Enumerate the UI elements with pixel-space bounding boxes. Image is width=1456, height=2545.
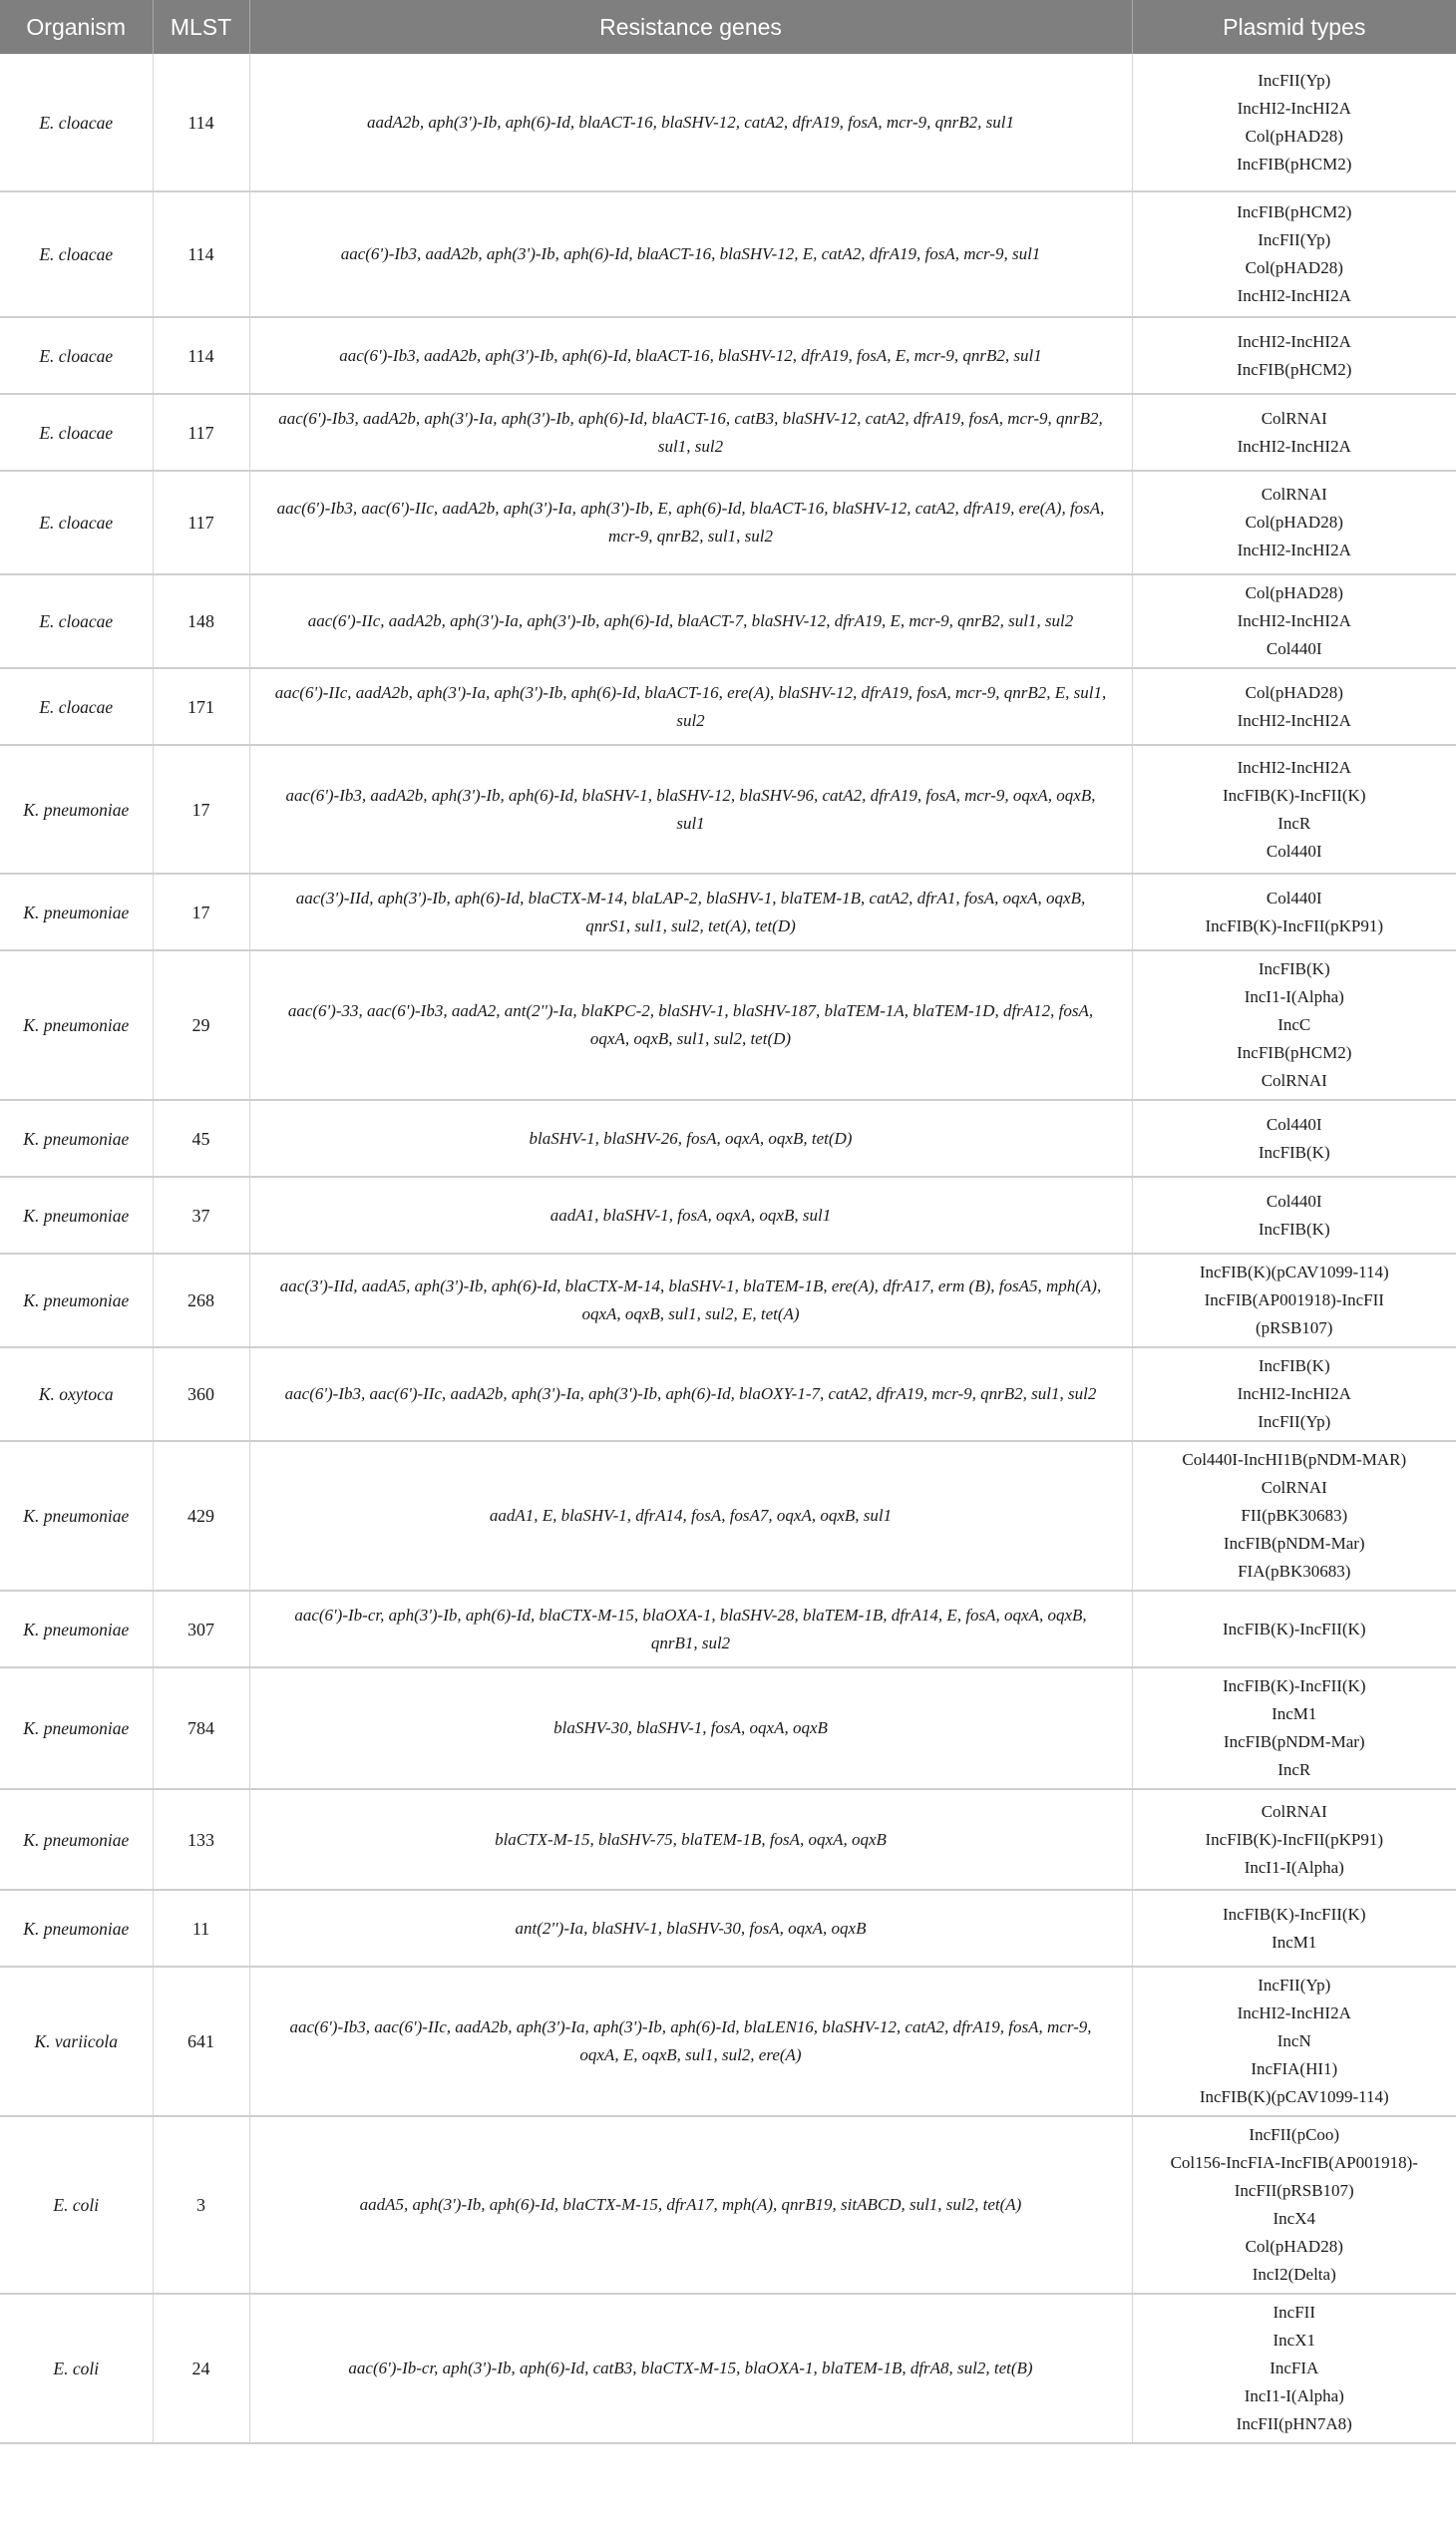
plasmid-types-cell	[1132, 471, 1456, 574]
table-row	[0, 1254, 1456, 1347]
header-row	[0, 0, 1456, 54]
resistance-genes-cell: aadA1, blaSHV-1, fosA, oqxA, oqxB, sul1	[249, 1177, 1132, 1254]
plasmid-type: IncFIB(pHCM2)	[1237, 1043, 1352, 1062]
header-plasmid-types: Plasmid types	[1132, 0, 1456, 54]
plasmid-type: IncFIB(K)-IncFII(K)	[1222, 1904, 1366, 1924]
plasmid-types-cell	[1132, 1591, 1456, 1667]
plasmid-type: IncR	[1277, 813, 1311, 833]
organism-cell: E. coli	[0, 2294, 153, 2443]
table-header	[0, 0, 1456, 54]
mlst-cell: 117	[153, 394, 249, 471]
plasmid-type: IncFII(Yp)	[1258, 1412, 1331, 1431]
plasmid-type: FIA(pBK30683)	[1238, 1562, 1351, 1581]
organism-cell: K. pneumoniae	[0, 1441, 153, 1591]
plasmid-type: IncFII(pRSB107)	[1234, 2181, 1354, 2200]
plasmid-type: IncFIB(pHCM2)	[1237, 359, 1352, 379]
resistance-genes-cell: aadA2b, aph(3')-Ib, aph(6)-Id, blaACT-16, blaSHV-12, catA2, dfrA19, fosA, mcr-9, qnrB2, sul1	[249, 54, 1132, 191]
plasmid-types-cell	[1132, 54, 1456, 191]
resistance-genes-cell: aac(6')-IIc, aadA2b, aph(3')-Ia, aph(3')-Ib, aph(6)-Id, blaACT-16, ere(A), blaSHV-12, dfrA19, fosA, mcr-9, qnrB2, E, sul1, sul2	[249, 668, 1132, 745]
resistance-genes-cell: aac(6')-Ib3, aadA2b, aph(3')-Ib, aph(6)-Id, blaACT-16, blaSHV-12, E, catA2, dfrA19, fosA, mcr-9, sul1	[249, 191, 1132, 317]
mlst-cell: 11	[153, 1890, 249, 1967]
organism-cell: E. cloacae	[0, 574, 153, 668]
plasmid-type: IncM1	[1272, 1704, 1317, 1723]
plasmid-type: Col440I	[1266, 888, 1322, 908]
plasmid-type: Col(pHAD28)	[1245, 583, 1343, 602]
table-row	[0, 54, 1456, 191]
plasmid-type: IncFII(Yp)	[1258, 70, 1331, 90]
plasmid-types-cell	[1132, 1667, 1456, 1789]
organism-cell: K. pneumoniae	[0, 1254, 153, 1347]
plasmid-type: ColRNAI	[1261, 408, 1327, 428]
plasmid-type: Col(pHAD28)	[1245, 258, 1343, 277]
mlst-cell: 268	[153, 1254, 249, 1347]
resistance-genes-cell: blaCTX-M-15, blaSHV-75, blaTEM-1B, fosA, oqxA, oqxB	[249, 1789, 1132, 1890]
mlst-cell: 117	[153, 471, 249, 574]
plasmid-type: IncI1-I(Alpha)	[1244, 2386, 1344, 2405]
plasmid-type: Col(pHAD28)	[1245, 2237, 1343, 2256]
organism-cell: K. pneumoniae	[0, 874, 153, 950]
plasmid-type: IncFIB(K)-IncFII(K)	[1222, 785, 1366, 805]
mlst-cell: 29	[153, 950, 249, 1100]
organism-cell: K. pneumoniae	[0, 1890, 153, 1967]
plasmid-type: Col440I	[1266, 841, 1322, 861]
table-row	[0, 394, 1456, 471]
plasmid-type: IncFIB(K)	[1258, 1142, 1330, 1162]
plasmid-type: IncFIB(pNDM-Mar)	[1223, 1534, 1365, 1553]
plasmid-type: Col440I	[1266, 639, 1322, 658]
plasmid-types-cell	[1132, 191, 1456, 317]
resistance-genes-cell: aadA1, E, blaSHV-1, dfrA14, fosA, fosA7, oqxA, oqxB, sul1	[249, 1441, 1132, 1591]
plasmid-type: IncFIB(K)-IncFII(pKP91)	[1205, 915, 1383, 935]
mlst-cell: 148	[153, 574, 249, 668]
plasmid-type: IncFII(pCoo)	[1249, 2125, 1340, 2144]
table-row	[0, 471, 1456, 574]
plasmid-type: IncFIB(K)-IncFII(K)	[1222, 1676, 1366, 1695]
plasmid-type: Col440I	[1266, 1114, 1322, 1134]
organism-cell: K. pneumoniae	[0, 1100, 153, 1177]
plasmid-type: IncFIA(HI1)	[1251, 2059, 1338, 2078]
plasmid-types-cell	[1132, 745, 1456, 874]
plasmid-types-cell	[1132, 1347, 1456, 1441]
mlst-cell: 45	[153, 1100, 249, 1177]
table-body	[0, 54, 1456, 2443]
resistance-genes-cell: aac(6')-Ib3, aadA2b, aph(3')-Ia, aph(3')-Ib, aph(6)-Id, blaACT-16, catB3, blaSHV-12, catA2, dfrA19, fosA, mcr-9, qnrB2, sul1, sul2	[249, 394, 1132, 471]
resistance-genes-cell: aac(6')-Ib-cr, aph(3')-Ib, aph(6)-Id, catB3, blaCTX-M-15, blaOXA-1, blaTEM-1B, dfrA8, sul2, tet(B)	[249, 2294, 1132, 2443]
mlst-cell: 784	[153, 1667, 249, 1789]
resistance-genes-cell: aadA5, aph(3')-Ib, aph(6)-Id, blaCTX-M-15, dfrA17, mph(A), qnrB19, sitABCD, sul1, sul2, tet(A)	[249, 2116, 1132, 2294]
plasmid-type: IncFII(Yp)	[1258, 230, 1331, 249]
mlst-cell: 429	[153, 1441, 249, 1591]
resistance-genes-cell: aac(6')-Ib3, aadA2b, aph(3')-Ib, aph(6)-Id, blaACT-16, blaSHV-12, dfrA19, fosA, E, mcr-9, qnrB2, sul1	[249, 317, 1132, 394]
plasmid-types-cell	[1132, 874, 1456, 950]
table-row	[0, 1177, 1456, 1254]
mlst-cell: 114	[153, 191, 249, 317]
resistance-genes-cell: aac(6')-Ib-cr, aph(3')-Ib, aph(6)-Id, blaCTX-M-15, blaOXA-1, blaSHV-28, blaTEM-1B, dfrA14, E, fosA, oqxA, oqxB, qnrB1, sul2	[249, 1591, 1132, 1667]
plasmid-type: FII(pBK30683)	[1241, 1506, 1348, 1525]
organism-cell: K. variicola	[0, 1967, 153, 2116]
organism-cell: E. cloacae	[0, 471, 153, 574]
resistance-genes-cell: ant(2'')-Ia, blaSHV-1, blaSHV-30, fosA, oqxA, oqxB	[249, 1890, 1132, 1967]
resistance-genes-cell: blaSHV-1, blaSHV-26, fosA, oqxA, oqxB, tet(D)	[249, 1100, 1132, 1177]
plasmid-type: IncHI2-IncHI2A	[1237, 436, 1351, 456]
plasmid-type: IncFIB(pHCM2)	[1237, 154, 1352, 174]
mlst-cell: 133	[153, 1789, 249, 1890]
mlst-cell: 37	[153, 1177, 249, 1254]
plasmid-type: IncFIB(K)-IncFII(pKP91)	[1205, 1829, 1383, 1849]
plasmid-type: IncR	[1277, 1760, 1311, 1779]
table-row	[0, 1789, 1456, 1890]
resistance-genes-cell: aac(6')-IIc, aadA2b, aph(3')-Ia, aph(3')-Ib, aph(6)-Id, blaACT-7, blaSHV-12, dfrA19, E, mcr-9, qnrB2, sul1, sul2	[249, 574, 1132, 668]
mlst-cell: 24	[153, 2294, 249, 2443]
plasmid-types-cell	[1132, 1789, 1456, 1890]
plasmid-type: IncFII(Yp)	[1258, 1976, 1331, 1995]
plasmid-type: IncFIB(K)	[1258, 1356, 1330, 1375]
organism-cell: K. pneumoniae	[0, 950, 153, 1100]
table-row	[0, 1890, 1456, 1967]
plasmid-type: IncHI2-IncHI2A	[1237, 611, 1351, 630]
plasmid-type: IncHI2-IncHI2A	[1237, 2003, 1351, 2022]
table-row	[0, 668, 1456, 745]
mlst-cell: 114	[153, 317, 249, 394]
plasmid-type: Col(pHAD28)	[1245, 126, 1343, 146]
plasmid-type: IncHI2-IncHI2A	[1237, 331, 1351, 351]
resistance-genes-cell: aac(6')-Ib3, aac(6')-IIc, aadA2b, aph(3')-Ia, aph(3')-Ib, aph(6)-Id, blaLEN16, blaSHV-12, catA2, dfrA19, fosA, mcr-9, oqxA, E, oqxB, sul1, sul2, ere(A)	[249, 1967, 1132, 2116]
plasmid-types-cell	[1132, 2294, 1456, 2443]
plasmid-type: IncFIB(pHCM2)	[1237, 202, 1352, 221]
table-row	[0, 574, 1456, 668]
resistance-genes-cell: aac(3')-IId, aph(3')-Ib, aph(6)-Id, blaCTX-M-14, blaLAP-2, blaSHV-1, blaTEM-1B, catA2, dfrA1, fosA, oqxA, oqxB, qnrS1, sul1, sul2, tet(A), tet(D)	[249, 874, 1132, 950]
resistance-genes-cell: aac(6')-Ib3, aadA2b, aph(3')-Ib, aph(6)-Id, blaSHV-1, blaSHV-12, blaSHV-96, catA2, dfrA19, fosA, mcr-9, oqxA, oqxB, sul1	[249, 745, 1132, 874]
plasmid-types-cell	[1132, 1890, 1456, 1967]
table-row	[0, 2116, 1456, 2294]
plasmid-type: IncI2(Delta)	[1252, 2265, 1336, 2284]
plasmid-type: Col(pHAD28)	[1245, 682, 1343, 702]
plasmid-types-cell	[1132, 2116, 1456, 2294]
plasmid-types-cell	[1132, 668, 1456, 745]
organism-cell: K. oxytoca	[0, 1347, 153, 1441]
plasmid-type: IncFIB(K)(pCAV1099-114)	[1199, 1263, 1389, 1281]
plasmid-type: IncFII	[1273, 2303, 1315, 2322]
table-row	[0, 950, 1456, 1100]
plasmid-type: Col440I	[1266, 1191, 1322, 1211]
organism-cell: E. cloacae	[0, 54, 153, 191]
plasmid-type: IncN	[1276, 2031, 1311, 2050]
mlst-cell: 360	[153, 1347, 249, 1441]
plasmid-type: (pRSB107)	[1256, 1318, 1333, 1337]
mlst-cell: 641	[153, 1967, 249, 2116]
table-row	[0, 1667, 1456, 1789]
plasmid-types-cell	[1132, 574, 1456, 668]
mlst-cell: 3	[153, 2116, 249, 2294]
plasmid-type: IncFII(pHN7A8)	[1236, 2414, 1352, 2433]
plasmid-type: ColRNAI	[1261, 1801, 1327, 1821]
plasmid-type: IncM1	[1272, 1932, 1317, 1952]
header-organism: Organism	[0, 0, 153, 54]
plasmid-types-cell	[1132, 317, 1456, 394]
organism-cell: E. coli	[0, 2116, 153, 2294]
resistance-genes-cell: blaSHV-30, blaSHV-1, fosA, oqxA, oqxB	[249, 1667, 1132, 1789]
organism-cell: K. pneumoniae	[0, 1667, 153, 1789]
table-row	[0, 745, 1456, 874]
table-row	[0, 1441, 1456, 1591]
plasmid-types-cell	[1132, 394, 1456, 471]
organism-cell: E. cloacae	[0, 394, 153, 471]
plasmid-types-cell	[1132, 950, 1456, 1100]
organism-cell: K. pneumoniae	[0, 1789, 153, 1890]
plasmid-type: IncFIB(pNDM-Mar)	[1223, 1732, 1365, 1751]
header-resistance-genes: Resistance genes	[249, 0, 1132, 54]
plasmid-types-cell	[1132, 1967, 1456, 2116]
plasmid-type: IncX1	[1273, 2331, 1315, 2350]
plasmid-type: Col440I-IncHI1B(pNDM-MAR)	[1182, 1450, 1407, 1469]
plasmid-type: IncX4	[1273, 2209, 1315, 2228]
plasmid-type: IncFIB(K)(pCAV1099-114)	[1199, 2087, 1389, 2106]
plasmid-type: IncFIB(AP001918)-IncFII	[1204, 1290, 1384, 1309]
header-mlst: MLST	[153, 0, 249, 54]
table-row	[0, 317, 1456, 394]
plasmid-type: ColRNAI	[1261, 1071, 1327, 1090]
plasmid-type: IncHI2-IncHI2A	[1237, 286, 1351, 305]
organism-cell: K. pneumoniae	[0, 745, 153, 874]
plasmid-type: IncFIB(K)	[1258, 959, 1330, 978]
plasmid-type: ColRNAI	[1261, 485, 1327, 504]
plasmid-type: IncHI2-IncHI2A	[1237, 98, 1351, 118]
mlst-cell: 171	[153, 668, 249, 745]
plasmid-type: IncHI2-IncHI2A	[1237, 710, 1351, 730]
organism-cell: E. cloacae	[0, 317, 153, 394]
plasmid-type: Col156-IncFIA-IncFIB(AP001918)-	[1170, 2153, 1418, 2172]
mlst-cell: 114	[153, 54, 249, 191]
plasmid-type: IncFIB(K)-IncFII(K)	[1222, 1619, 1366, 1638]
table-row	[0, 1591, 1456, 1667]
mlst-cell: 17	[153, 745, 249, 874]
plasmid-types-cell	[1132, 1100, 1456, 1177]
resistance-genes-cell: aac(6')-Ib3, aac(6')-IIc, aadA2b, aph(3')-Ia, aph(3')-Ib, aph(6)-Id, blaOXY-1-7, catA2, dfrA19, mcr-9, qnrB2, sul1, sul2	[249, 1347, 1132, 1441]
plasmid-type: IncHI2-IncHI2A	[1237, 541, 1351, 559]
mlst-cell: 307	[153, 1591, 249, 1667]
plasmid-types-cell	[1132, 1441, 1456, 1591]
plasmid-types-cell	[1132, 1254, 1456, 1347]
plasmid-type: IncFIB(K)	[1258, 1219, 1330, 1239]
plasmid-type: ColRNAI	[1261, 1478, 1327, 1497]
plasmid-type: Col(pHAD28)	[1245, 513, 1343, 532]
plasmid-type: IncI1-I(Alpha)	[1244, 1857, 1344, 1877]
organism-cell: K. pneumoniae	[0, 1591, 153, 1667]
plasmid-type: IncHI2-IncHI2A	[1237, 757, 1351, 777]
organism-cell: K. pneumoniae	[0, 1177, 153, 1254]
resistance-genes-cell: aac(6')-33, aac(6')-Ib3, aadA2, ant(2'')-Ia, blaKPC-2, blaSHV-1, blaSHV-187, blaTEM-1A, blaTEM-1D, dfrA12, fosA, oqxA, oqxB, sul1, sul2, tet(D)	[249, 950, 1132, 1100]
organism-cell: E. cloacae	[0, 668, 153, 745]
plasmid-type: IncHI2-IncHI2A	[1237, 1384, 1351, 1403]
plasmid-type: IncI1-I(Alpha)	[1244, 987, 1344, 1006]
table-row	[0, 191, 1456, 317]
plasmid-type: IncFIA	[1270, 2359, 1319, 2377]
plasmid-type: IncC	[1277, 1015, 1311, 1034]
table-row	[0, 2294, 1456, 2443]
table-row	[0, 1100, 1456, 1177]
table-row	[0, 874, 1456, 950]
mlst-cell: 17	[153, 874, 249, 950]
resistance-genes-cell: aac(3')-IId, aadA5, aph(3')-Ib, aph(6)-Id, blaCTX-M-14, blaSHV-1, blaTEM-1B, ere(A), dfrA17, erm (B), fosA5, mph(A), oqxA, oqxB, sul1, sul2, E, tet(A)	[249, 1254, 1132, 1347]
table-row	[0, 1967, 1456, 2116]
plasmid-types-cell	[1132, 1177, 1456, 1254]
table-row	[0, 1347, 1456, 1441]
resistance-genes-cell: aac(6')-Ib3, aac(6')-IIc, aadA2b, aph(3')-Ia, aph(3')-Ib, E, aph(6)-Id, blaACT-16, blaSHV-12, catA2, dfrA19, ere(A), fosA, mcr-9, qnrB2, sul1, sul2	[249, 471, 1132, 574]
organism-cell: E. cloacae	[0, 191, 153, 317]
